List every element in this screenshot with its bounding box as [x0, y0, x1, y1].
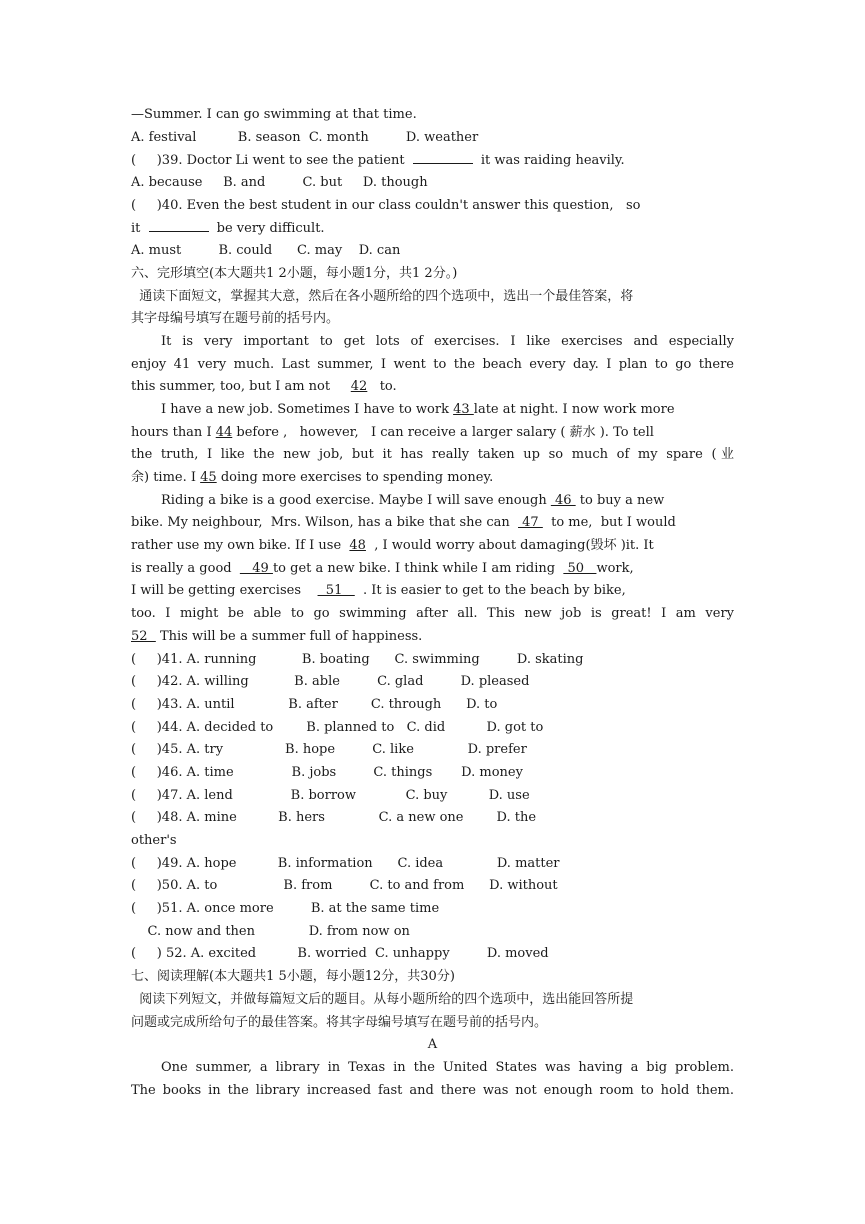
blank-43: 43 [453, 401, 474, 417]
cloze-line: 余) time. I 45 doing more exercises to spending money. [131, 470, 494, 485]
section-7-instruction-cont: 问题或完成所给句子的最佳答案。将其字母编号填写在题号前的括号内。 [131, 1014, 548, 1030]
blank-45: 45 [200, 470, 217, 485]
cloze-line: rather use my own bike. If I use 48 , I would worry about damaging(毁坏 )it. It [131, 538, 654, 554]
cloze-line: bike. My neighbour, Mrs. Wilson, has a bike that she can 47 to me, but I would [131, 515, 676, 531]
blank-49: 49 [239, 560, 273, 576]
cloze-line: is really a good 49 to get a new bike. I think while I am riding 50 work, [131, 560, 634, 576]
section-6-instruction: 通读下面短文，掌握其大意，然后在各小题所给的四个选项中，选出一个最佳答案，将 [131, 288, 634, 304]
cloze-line: the truth, I like the new job, but it has really taken up so much of my spare (业 [131, 447, 734, 463]
text-line: —Summer. I can go swimming at that time. [131, 107, 417, 122]
blank-51: 51 [317, 583, 355, 599]
cloze-line: this summer, too, but I am not 42 to. [131, 379, 397, 395]
cloze-line: 52 This will be a summer full of happiness. [131, 628, 423, 644]
answer-blank [413, 149, 473, 164]
question-50: ( )50. A. to B. from C. to and from D. without [131, 878, 558, 894]
question-47: ( )47. A. lend B. borrow C. buy D. use [131, 787, 530, 803]
passage-line: The books in the library increased fast and there was not enough room to hold them. [131, 1082, 734, 1098]
question-40: ( )40. Even the best student in our class couldn't answer this question, so [131, 197, 641, 213]
question-42: ( )42. A. willing B. able C. glad D. pleased [131, 674, 530, 690]
section-6-title: 六、完形填空(本大题共1 2小题，每小题1分，共1 2分。) [131, 265, 458, 281]
blank-52: 52 [131, 628, 156, 644]
question-43: ( )43. A. until B. after C. through D. to [131, 696, 498, 712]
question-46: ( )46. A. time B. jobs C. things D. money [131, 764, 523, 780]
cloze-line: I will be getting exercises 51 . It is easier to get to the beach by bike, [131, 583, 626, 599]
cloze-line: too. I might be able to go swimming after all. This new job is great! I am very [131, 606, 734, 622]
answer-blank [149, 217, 209, 232]
cloze-line: I have a new job. Sometimes I have to work 43 late at night. I now work more [161, 401, 675, 417]
cloze-line: enjoy 41 very much. Last summer, I went to the beach every day. I plan to go there [131, 356, 734, 372]
exam-page [131, 104, 734, 1102]
passage-label: A [427, 1037, 438, 1053]
question-51-cont: C. now and then D. from now on [131, 923, 410, 939]
question-49: ( )49. A. hope B. information C. idea D. matter [131, 855, 560, 871]
blank-50: 50 [563, 560, 597, 576]
passage-line: One summer, a library in Texas in the United States was having a big problem. [161, 1059, 734, 1075]
blank-42: 42 [350, 379, 368, 395]
question-40-cont: it be very difficult. [131, 217, 734, 240]
question-48: ( )48. A. mine B. hers C. a new one D. the [131, 810, 537, 826]
options-line: A. because B. and C. but D. though [131, 175, 428, 191]
cloze-line: It is very important to get lots of exercises. I like exercises and especially [161, 333, 734, 349]
section-7-title: 七、阅读理解(本大题共1 5小题，每小题12分，共30分) [131, 969, 455, 985]
blank-47: 47 [518, 515, 543, 531]
question-48-cont: other's [131, 833, 177, 848]
blank-46: 46 [550, 492, 576, 508]
cloze-line: hours than I 44 before , however, I can receive a larger salary ( 薪水 ). To tell [131, 424, 654, 440]
question-52: ( ) 52. A. excited B. worried C. unhappy D. moved [131, 946, 549, 962]
question-44: ( )44. A. decided to B. planned to C. did D. got to [131, 719, 544, 735]
question-41: ( )41. A. running B. boating C. swimming D. skating [131, 651, 584, 667]
options-line: A. must B. could C. may D. can [131, 243, 401, 259]
options-line: A. festival B. season C. month D. weather [131, 129, 479, 145]
question-39: ( )39. Doctor Li went to see the patient it was raiding heavily. [131, 149, 734, 172]
section-7-instruction: 阅读下列短文，并做每篇短文后的题目。从每小题所给的四个选项中，选出能回答所提 [131, 991, 634, 1007]
cloze-line: Riding a bike is a good exercise. Maybe I will save enough 46 to buy a new [161, 492, 665, 508]
blank-44: 44 [215, 424, 233, 440]
blank-48: 48 [349, 538, 366, 554]
question-45: ( )45. A. try B. hope C. like D. prefer [131, 742, 527, 758]
section-6-instruction-cont: 其字母编号填写在题号前的括号内。 [131, 311, 340, 327]
question-51: ( )51. A. once more B. at the same time [131, 901, 440, 917]
